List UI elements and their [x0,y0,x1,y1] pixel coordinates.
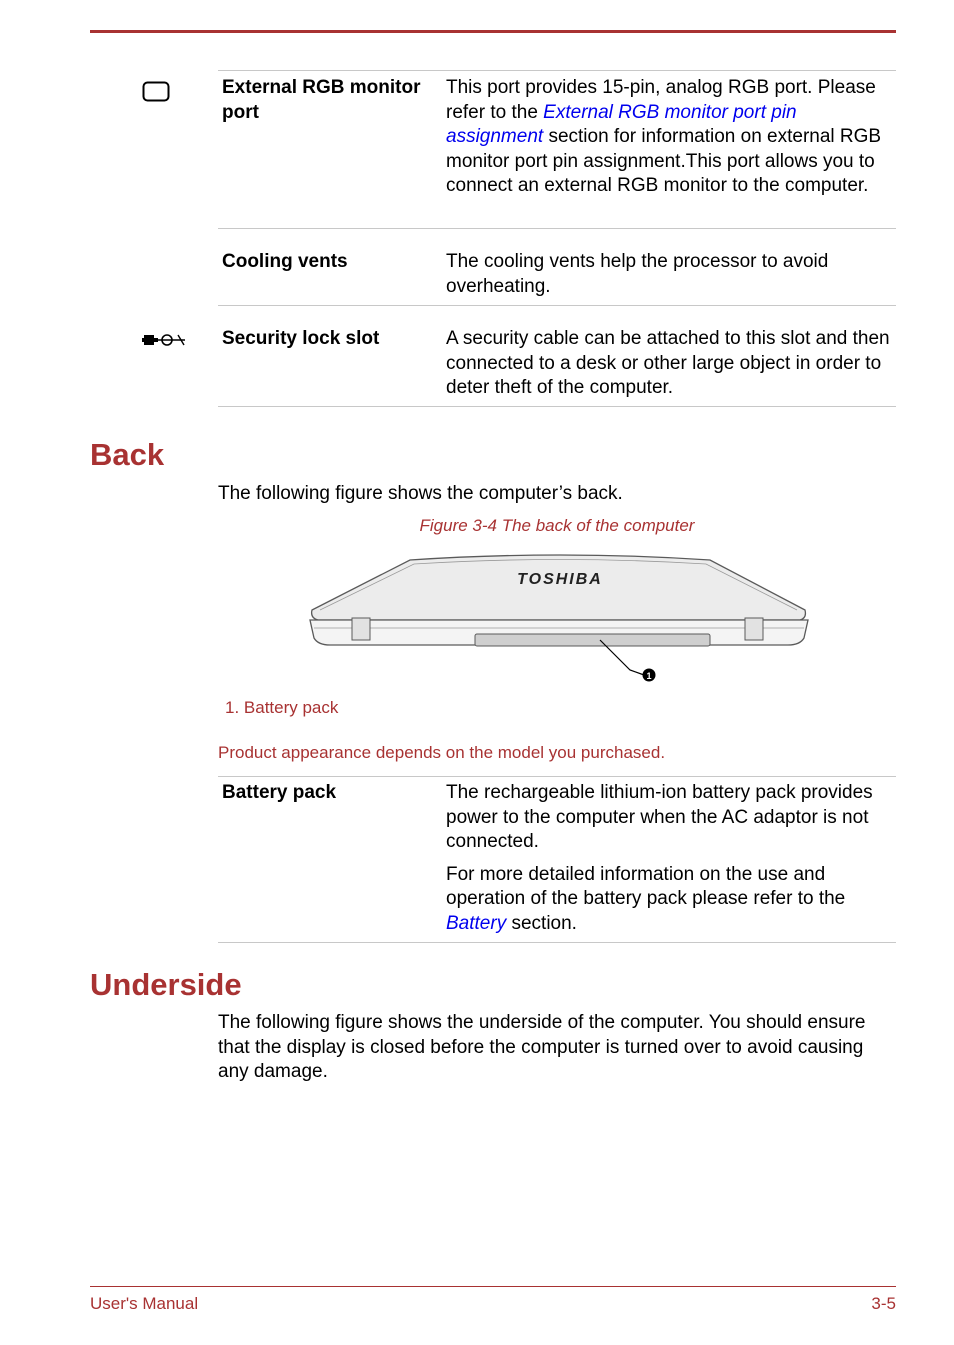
table-row [218,229,896,306]
term-label: Cooling vents [222,251,348,272]
table-row [218,306,896,407]
table-row [218,777,896,943]
term-label: Battery pack [222,782,337,803]
model-note: Product appearance depends on the model you purchased. [218,743,666,762]
battery-section-link[interactable]: Battery [446,912,507,934]
ports-table [218,70,896,407]
footer-page-number: 3-5 [871,1294,896,1313]
term-label: External RGB monitor port [222,77,421,123]
header-rule [90,30,896,33]
brand-logo: TOSHIBA [517,571,603,588]
term-description: The rechargeable lithium-ion battery pack provides power to the computer when the AC adaptor is not connected. For more detailed information on the use and operation of the battery pack please refer to the Battery section. [446,782,873,934]
term-label: Security lock slot [222,328,380,349]
footer-rule [90,1286,896,1287]
table-row [218,71,896,229]
security-lock-icon [142,332,186,353]
figure-caption: Figure 3-4 The back of the computer [419,516,695,535]
battery-table [218,776,896,943]
rgb-pin-assignment-link[interactable]: External RGB monitor port pin assignment [446,101,797,147]
term-description: This port provides 15-pin, analog RGB port. Please refer to the External RGB monitor port pin assignment section for information on external RGB monitor port pin assignment.This port allows you to connect an external RGB monitor to the computer. [446,77,882,196]
term-description: The cooling vents help the processor to avoid overheating. [446,251,829,297]
footer-manual-title: User's Manual [90,1294,199,1313]
figure-legend: 1. Battery pack [225,698,339,717]
callout-number: 1 [646,671,652,681]
monitor-port-icon [142,81,170,108]
section-heading-back: Back [90,437,165,472]
underside-intro: The following figure shows the underside of the computer. You should ensure that the display is closed before the computer is turned over to avoid causing any damage. [218,1012,866,1082]
back-intro: The following figure shows the computer’s back. [218,483,623,504]
term-description: A security cable can be attached to this slot and then connected to a desk or other large object in order to deter theft of the computer. [446,328,890,398]
laptop-back-figure [300,548,820,693]
section-heading-underside: Underside [90,967,242,1002]
